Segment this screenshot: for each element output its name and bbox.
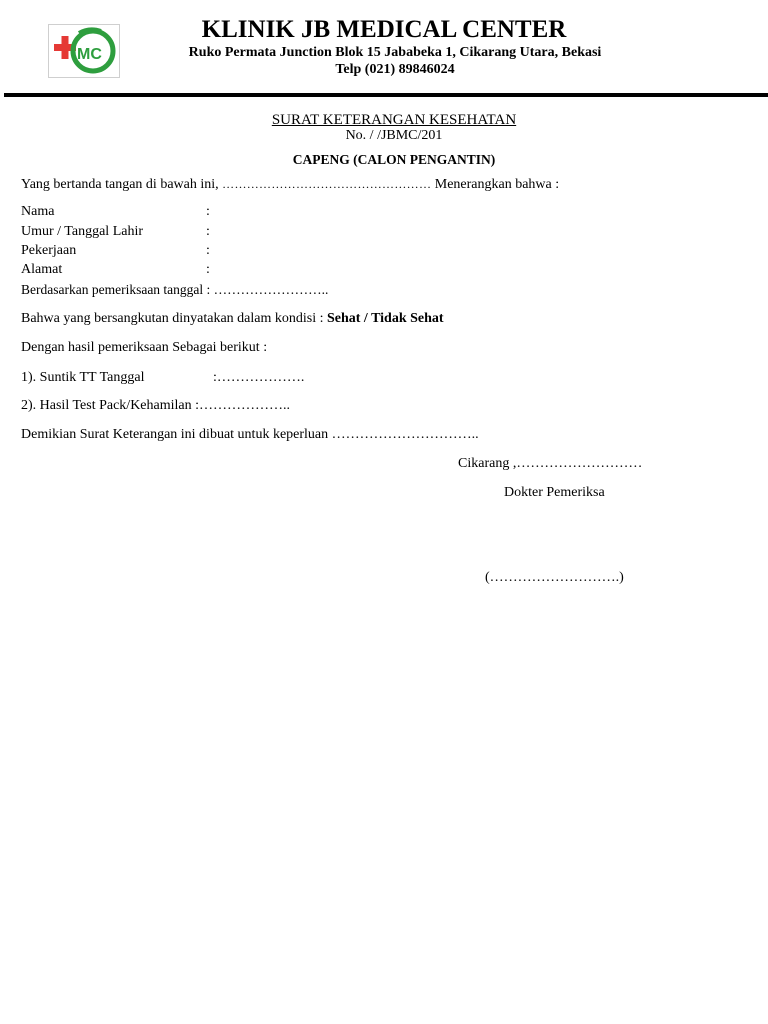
field-label-nama: Nama bbox=[21, 204, 55, 219]
exam-date-line: Berdasarkan pemeriksaan tanggal : …………………….. bbox=[21, 282, 329, 297]
purpose-line: Demikian Surat Keterangan ini dibuat untuk keperluan ………………………….. bbox=[21, 427, 479, 442]
item1-value: :………………. bbox=[213, 370, 305, 385]
field-colon-nama: : bbox=[206, 204, 210, 219]
field-label-umur: Umur / Tanggal Lahir bbox=[21, 224, 144, 239]
intro-dots: …………………………………………… bbox=[222, 177, 432, 191]
signature-place-date: Cikarang ,……………………… bbox=[458, 456, 643, 471]
condition-prefix: Bahwa yang bersangkutan dinyatakan dalam kondisi : bbox=[21, 311, 327, 326]
signature-role: Dokter Pemeriksa bbox=[504, 485, 605, 500]
condition-line bbox=[21, 310, 444, 327]
item1-label: 1). Suntik TT Tanggal bbox=[21, 370, 145, 385]
field-colon-umur: : bbox=[206, 224, 210, 239]
document-subtitle: CAPENG (CALON PENGANTIN) bbox=[292, 152, 496, 167]
logo-text: MC bbox=[77, 46, 102, 63]
clinic-name: KLINIK JB MEDICAL CENTER bbox=[201, 16, 567, 43]
field-colon-alamat: : bbox=[206, 262, 210, 277]
condition-value: Sehat / Tidak Sehat bbox=[326, 311, 444, 326]
results-intro: Dengan hasil pemeriksaan Sebagai berikut : bbox=[21, 340, 268, 355]
signature-name-line: (……………………….) bbox=[485, 570, 624, 585]
field-label-pekerjaan: Pekerjaan bbox=[21, 243, 77, 258]
field-label-alamat: Alamat bbox=[21, 262, 63, 277]
clinic-address: Ruko Permata Junction Blok 15 Jababeka 1, Cikarang Utara, Bekasi bbox=[188, 45, 602, 60]
clinic-phone: Telp (021) 89846024 bbox=[335, 62, 455, 77]
intro-statement bbox=[21, 176, 559, 193]
document-number: No. / /JBMC/201 bbox=[345, 128, 443, 143]
intro-suffix: Menerangkan bahwa : bbox=[431, 177, 560, 192]
document-title: SURAT KETERANGAN KESEHATAN bbox=[271, 112, 517, 128]
item2-line: 2). Hasil Test Pack/Kehamilan :……………….. bbox=[21, 398, 291, 413]
intro-prefix: Yang bertanda tangan di bawah ini, bbox=[21, 177, 223, 192]
header-divider bbox=[4, 93, 768, 97]
field-colon-pekerjaan: : bbox=[206, 243, 210, 258]
